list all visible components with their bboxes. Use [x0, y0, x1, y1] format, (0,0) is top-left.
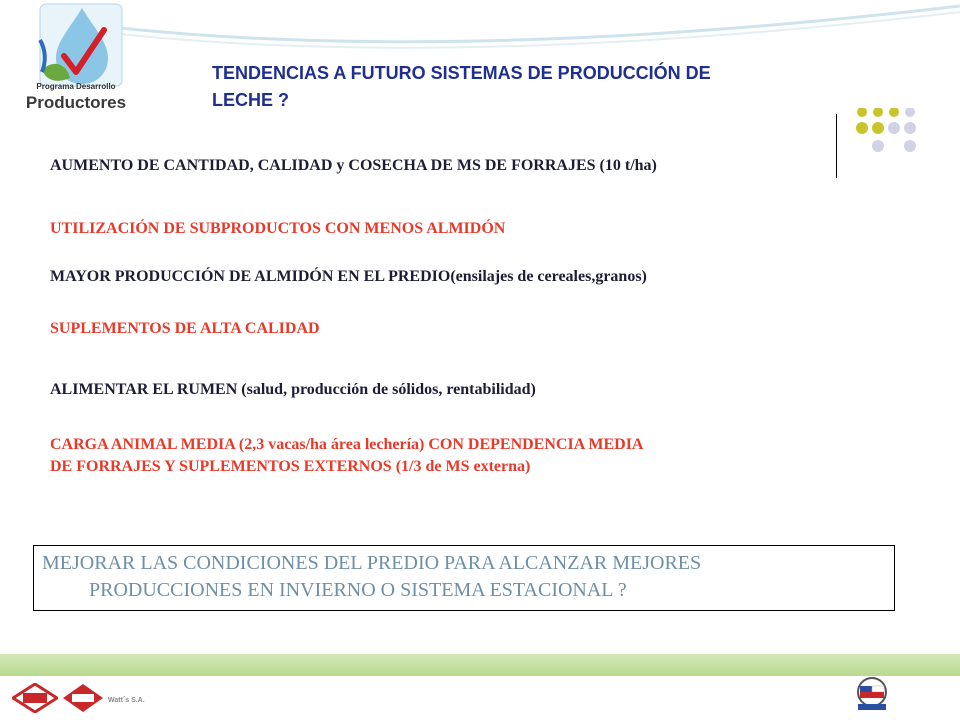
logo-text-large: Productores [25, 93, 127, 112]
decorative-dots [852, 108, 928, 154]
item-suplementos: SUPLEMENTOS DE ALTA CALIDAD [50, 320, 320, 337]
logo-text-small: Programa Desarrollo [36, 82, 116, 91]
item-carga-animal-line-2: DE FORRAJES Y SUPLEMENTOS EXTERNOS (1/3 de MS externa) [50, 458, 531, 475]
corfo-logo [852, 676, 892, 712]
title-line-2: LECHE ? [212, 90, 290, 110]
title-line-1: TENDENCIAS A FUTURO SISTEMAS DE PRODUCCIÓN DE [212, 63, 711, 83]
calo-logo [62, 683, 104, 713]
item-subproductos: UTILIZACIÓN DE SUBPRODUCTOS CON MENOS ALMIDÓN [50, 220, 506, 237]
item-rumen: ALIMENTAR EL RUMEN (salud, producción de sólidos, rentabilidad) [50, 381, 536, 398]
item-carga-animal-line-1: CARGA ANIMAL MEDIA (2,3 vacas/ha área lechería) CON DEPENDENCIA MEDIA [50, 436, 644, 453]
page-title [212, 60, 872, 114]
header-wave [0, 0, 960, 60]
item-carga-animal [50, 434, 643, 478]
item-forrajes: AUMENTO DE CANTIDAD, CALIDAD y COSECHA DE MS DE FORRAJES (10 t/ha) [50, 157, 657, 174]
conclusion-line-2: PRODUCCIONES EN INVIERNO O SISTEMA ESTACIONAL ? [89, 579, 627, 601]
footer-strip [0, 654, 960, 676]
unico-leche-logo [12, 683, 58, 713]
vertical-divider [836, 114, 837, 178]
conclusion-line-1: MEJORAR LAS CONDICIONES DEL PREDIO PARA ALCANZAR MEJORES [42, 552, 702, 574]
footer-company: Watt´s S.A. [108, 697, 145, 704]
conclusion-text [42, 550, 892, 604]
item-almidon: MAYOR PRODUCCIÓN DE ALMIDÓN EN EL PREDIO(ensilajes de cereales,granos) [50, 268, 647, 285]
